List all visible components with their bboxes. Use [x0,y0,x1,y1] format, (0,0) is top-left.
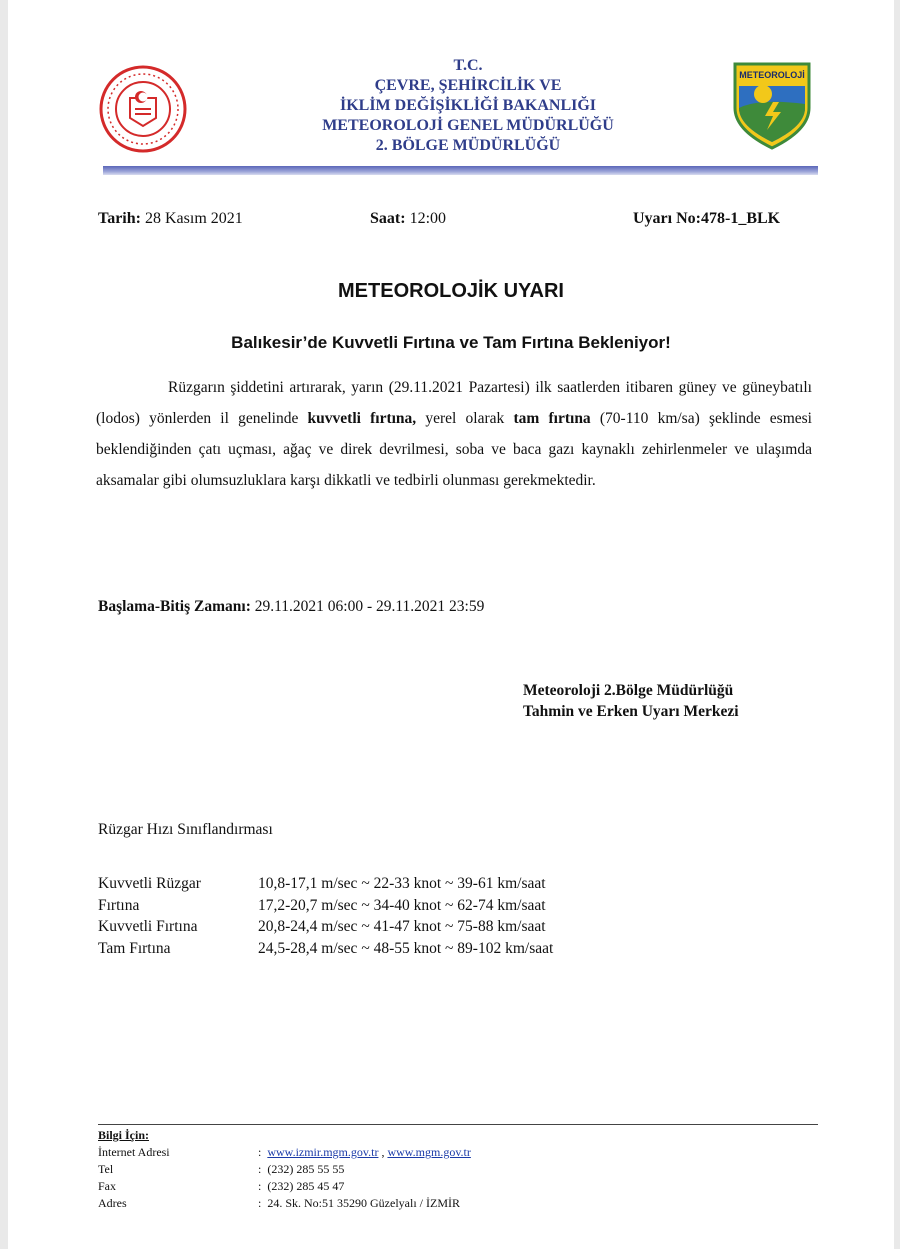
date-label: Tarih: [98,210,141,227]
signature-block [523,680,739,722]
warning-body [96,372,812,496]
contact-label: Adres [98,1196,127,1210]
colon: : [258,1162,262,1176]
contact-value [258,1195,471,1212]
class-name: Kuvvetli Rüzgar [98,875,201,892]
table-row [98,916,553,938]
footer-divider [98,1124,818,1125]
address: 24. Sk. No:51 35290 Güzelyalı / İZMİR [267,1196,460,1210]
signature-line: Meteoroloji 2.Bölge Müdürlüğü [523,682,734,699]
phone-number: (232) 285 55 55 [267,1162,345,1176]
contact-row [98,1161,471,1178]
table-row [98,938,553,960]
body-bold: kuvvetli fırtına, [307,410,417,427]
class-name: Fırtına [98,896,140,914]
class-value: 24,5-28,4 m/sec ~ 48-55 knot ~ 89-102 km/saat [258,939,554,957]
body-text: (70-110 km/sa) şeklinde esmesi beklendiğinden çatı uçması, ağaç ve direk devrilmesi, soba ve baca gazı kaynaklı zehirlenmeler ve ulaşımda aksamalar gibi olumsuzluklara karşı dikkatli ve tedbirli olunması gerekmektedir. [96,410,812,489]
ministry-logo [98,64,188,154]
class-value: 20,8-24,4 m/sec ~ 41-47 knot ~ 75-88 km/saat [258,918,546,935]
class-value: 10,8-17,1 m/sec ~ 22-33 knot ~ 39-61 km/saat [258,875,546,892]
meteorology-logo [733,62,811,150]
mgm-website-link[interactable]: www.mgm.gov.tr [387,1145,471,1159]
ministry-heading [268,56,668,156]
classification-table [98,873,553,959]
date-value: 28 Kasım 2021 [140,210,243,227]
signature-line: Tahmin ve Erken Uyarı Merkezi [523,703,739,720]
header-divider [103,166,818,175]
contact-row [98,1144,471,1161]
time-label: Saat: [370,210,406,227]
colon: : [258,1145,262,1159]
table-row [98,873,553,895]
table-row [98,895,553,917]
contact-label: Fax [98,1179,116,1193]
contact-value [258,1144,471,1161]
warning-number-label: Uyarı No: [633,210,701,227]
contact-label: Tel [98,1162,114,1176]
meteorology-logo-label: METEOROLOJİ [739,70,805,80]
contact-value [258,1161,471,1178]
body-bold: tam fırtına [513,410,591,427]
contact-value [258,1178,471,1195]
body-text: Rüzgarın şiddetini artırarak, yarın (29.11.2021 Pazartesi) ilk saatlerden itibaren güney ve güneybatılı (lodos) yönlerden il genelinde [96,379,812,427]
time-field [370,210,446,228]
contact-heading: Bilgi İçin: [98,1128,150,1142]
ministry-line: ÇEVRE, ŞEHİRCİLİK VE [374,77,562,94]
contact-table [98,1144,471,1212]
ministry-line: T.C. [453,57,483,74]
body-text: yerel olarak [416,410,514,427]
contact-row [98,1178,471,1195]
izmir-website-link[interactable]: www.izmir.mgm.gov.tr [267,1145,379,1159]
validity-period-value: 29.11.2021 06:00 - 29.11.2021 23:59 [250,598,485,615]
validity-period [98,598,484,616]
ministry-line: METEOROLOJİ GENEL MÜDÜRLÜĞÜ [322,117,614,134]
colon: : [258,1196,262,1210]
warning-number-field [633,210,780,228]
ministry-line: 2. BÖLGE MÜDÜRLÜĞÜ [375,137,561,154]
fax-number: (232) 285 45 47 [267,1179,345,1193]
ministry-line: İKLİM DEĞİŞİKLİĞİ BAKANLIĞI [339,97,597,114]
document-page [8,0,894,1249]
contact-label: İnternet Adresi [98,1145,170,1159]
class-value: 17,2-20,7 m/sec ~ 34-40 knot ~ 62-74 km/saat [258,896,546,914]
colon: : [258,1179,262,1193]
date-field [98,210,243,228]
contact-footer [98,1127,471,1212]
contact-row [98,1195,471,1212]
document-title: METEOROLOJİK UYARI [338,280,564,302]
class-name: Kuvvetli Fırtına [98,918,198,935]
link-separator: , [378,1145,388,1159]
validity-period-label: Başlama-Bitiş Zamanı: [98,598,251,615]
classification-title: Rüzgar Hızı Sınıflandırması [98,821,273,838]
time-value: 12:00 [405,210,447,227]
document-subtitle: Balıkesir’de Kuvvetli Fırtına ve Tam Fırtına Bekleniyor! [231,333,671,352]
class-name: Tam Fırtına [98,939,171,957]
warning-number-value: 478-1_BLK [700,210,781,227]
